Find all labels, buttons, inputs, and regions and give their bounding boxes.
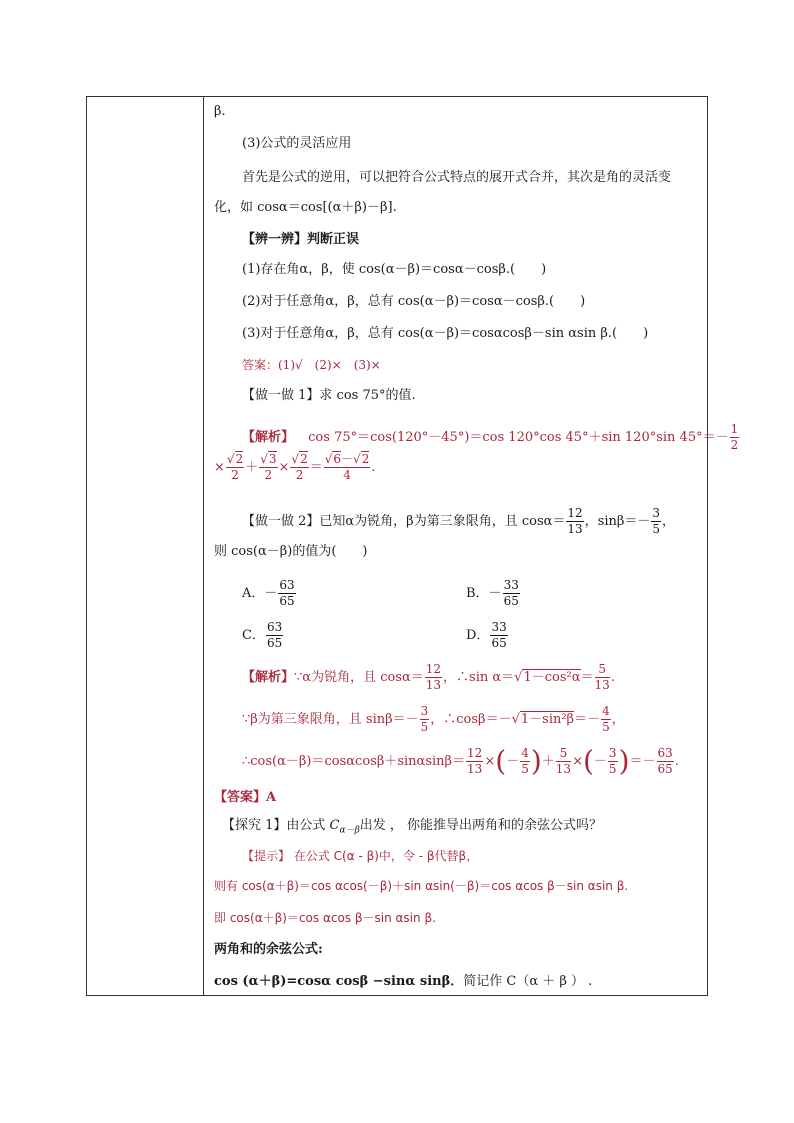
derivation-line: 即 cos(α＋β)＝cos αcos β－sin αsin β. — [214, 911, 436, 925]
solution-line: ∵β为第三象限角，且 sinβ＝－ $\frac{3}{5}$ ，∴cosβ＝－√1－sin²β＝－ $\frac{4}{5}$ ， — [242, 704, 625, 734]
question-line: (1)存在角α，β，使 cos(α－β)＝cosα－cosβ.( ) — [242, 262, 547, 277]
option-c[interactable]: C． $\frac{63}{65}$ — [242, 620, 283, 650]
option-d[interactable]: D． $\frac{33}{65}$ — [466, 620, 507, 650]
derivation-line: 则有 cos(α＋β)＝cos αcos(－β)＋sin αsin(－β)＝cos αcos β－sin αsin β. — [214, 879, 629, 893]
answer-line: 【答案】A — [214, 790, 277, 805]
paragraph-line: 首先是公式的逆用，可以把符合公式特点的展开式合并，其次是角的灵活变 — [242, 170, 672, 185]
solution-block — [242, 422, 740, 453]
formula-line: cos (α＋β)=cosα cosβ −sinα sinβ．简记作 C（α ＋ β ） . — [214, 974, 593, 989]
answer-line: 答案：(1)√ (2)× (3)× — [242, 358, 381, 372]
solution-label: 【解析】 — [242, 430, 295, 445]
fraction: $\frac{1}{2}$ — [730, 422, 739, 452]
hint-line: 【提示】 在公式 C(α - β)中，令 - β代替β， — [242, 849, 479, 863]
exercise-question: 【做一做 2】已知α为锐角，β为第三象限角，且 cosα＝ $\frac{12}{13}$ ，sinβ＝－ $\frac{3}{5}$ ， — [242, 506, 676, 536]
exercise-heading: 【做一做 1】求 cos 75°的值. — [242, 388, 416, 403]
solution-line: 【解析】∵α为锐角，且 cosα＝ $\frac{12}{13}$ ，∴sin α＝√1－cos²α＝ $\frac{5}{13}$ . — [242, 662, 615, 692]
question-line: (2)对于任意角α，β，总有 cos(α－β)＝cosα－cosβ.( ) — [242, 294, 586, 309]
solution-text: cos 75°＝cos(120°－45°)＝cos 120°cos 45°＋sin 120°sin 45°＝－ — [308, 430, 729, 445]
text-line: β. — [214, 104, 226, 119]
exercise-heading: 【辨一辨】判断正误 — [242, 232, 360, 247]
solution-line: ∴cos(α－β)＝cosαcosβ＋sinαsinβ＝ $\frac{12}{13}$ ×(－ $\frac{4}{5}$ )＋ $\frac{5}{13}$ ×(－ $\frac{3}{5}$ )＝－ $\frac{63}{65}$ . — [242, 744, 679, 778]
option-b[interactable]: B．－ $\frac{33}{65}$ — [466, 578, 519, 608]
table-column-divider — [203, 96, 204, 996]
section-heading: (3)公式的灵活应用 — [242, 136, 352, 151]
solution-continuation: × $\frac{√2}{2}$ ＋ $\frac{√3}{2}$ × $\frac{√2}{2}$ ＝ $\frac{√6-√2}{4}$ . — [214, 452, 376, 482]
formula-heading: 两角和的余弦公式: — [214, 942, 323, 957]
option-a[interactable]: A．－ $\frac{63}{65}$ — [242, 578, 295, 608]
paragraph-line: 化，如 cosα＝cos[(α＋β)－β]. — [214, 200, 397, 215]
explore-heading: 【探究 1】由公式 $C_{\alpha-\beta}$出发 ， 你能推导出两角和的余弦公式吗？ — [222, 818, 603, 836]
question-line: (3)对于任意角α，β，总有 cos(α－β)＝cosαcosβ－sin αsin β.( ) — [242, 326, 649, 341]
question-line: 则 cos(α－β)的值为( ) — [214, 544, 368, 559]
